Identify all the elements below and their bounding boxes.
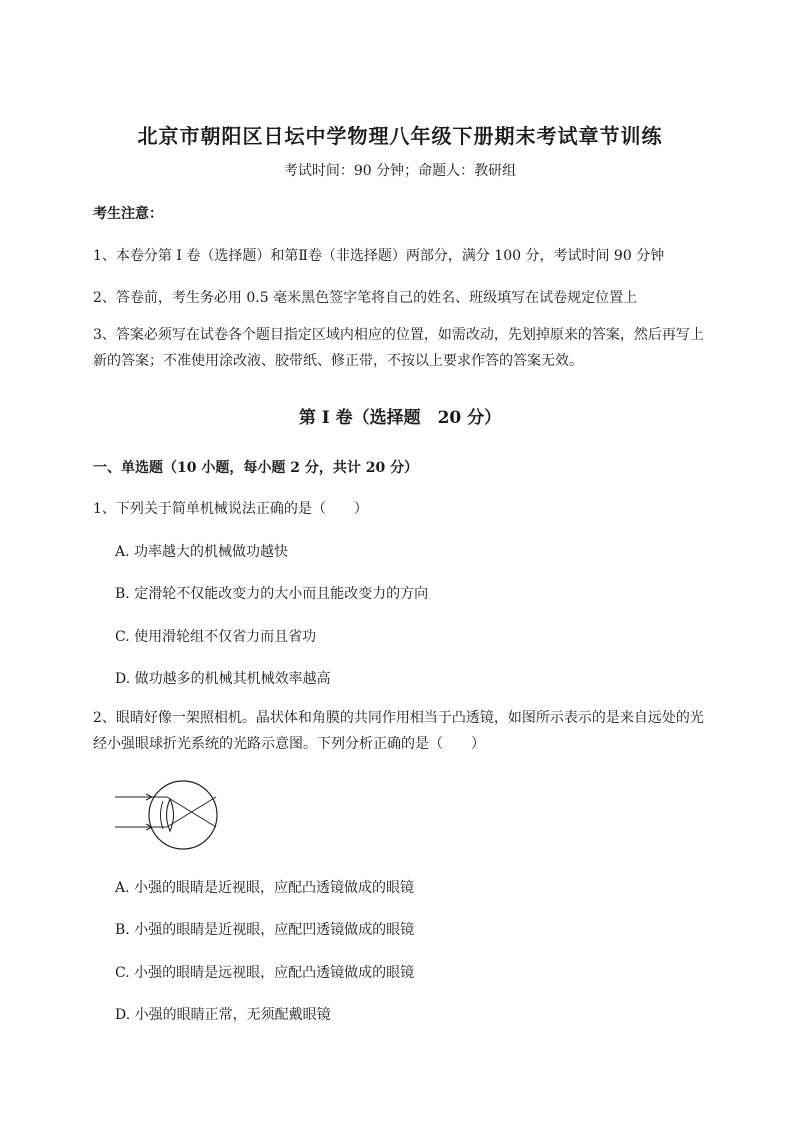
notice-item-3: 3、答案必须写在试卷各个题目指定区域内相应的位置，如需改动，先划掉原来的答案，然后再写上新的答案；不准使用涂改液、胶带纸、修正带，不按以上要求作答的答案无效。 (93, 327, 704, 369)
light-rays (115, 794, 216, 830)
question-1-option-a: A. 功率越大的机械做功越快 (115, 544, 289, 560)
exam-info: 考试时间：90 分钟；命题人：教研组 (283, 163, 517, 179)
question-1-option-d: D. 做功越多的机械其机械效率越高 (115, 671, 331, 687)
question-1-option-c: C. 使用滑轮组不仅省力而且省功 (115, 629, 317, 645)
eye-diagram (115, 775, 225, 855)
notice-heading: 考生注意： (93, 206, 163, 222)
part-heading: 一、单选题（10 小题，每小题 2 分，共计 20 分） (93, 460, 419, 476)
question-2-option-c: C. 小强的眼睛是远视眼，应配凸透镜做成的眼镜 (115, 965, 415, 981)
notice-item-2: 2、答卷前，考生务必用 0.5 毫米黑色签字笔将自己的姓名、班级填写在试卷规定位置上 (93, 290, 638, 306)
notice-item-1: 1、本卷分第 I 卷（选择题）和第Ⅱ卷（非选择题）两部分，满分 100 分，考试时间 90 分钟 (93, 248, 665, 264)
question-2-option-a: A. 小强的眼睛是近视眼，应配凸透镜做成的眼镜 (115, 880, 415, 896)
question-2-stem: 2、眼睛好像一架照相机。晶状体和角膜的共同作用相当于凸透镜，如图所示表示的是来自远处的光经小强眼球折光系统的光路示意图。下列分析正确的是（ ） (93, 710, 704, 752)
section-title: 第 I 卷（选择题 20 分） (298, 408, 502, 428)
question-2-option-d: D. 小强的眼睛正常，无须配戴眼镜 (115, 1007, 331, 1023)
crystalline-lens (161, 799, 174, 831)
question-2-option-b: B. 小强的眼睛是近视眼，应配凹透镜做成的眼镜 (115, 922, 415, 938)
question-1-stem: 1、下列关于简单机械说法正确的是（ ） (93, 501, 368, 517)
question-1-option-b: B. 定滑轮不仅能改变力的大小而且能改变力的方向 (115, 586, 429, 602)
eyeball-outline (149, 781, 217, 849)
page-title: 北京市朝阳区日坛中学物理八年级下册期末考试章节训练 (137, 124, 663, 148)
